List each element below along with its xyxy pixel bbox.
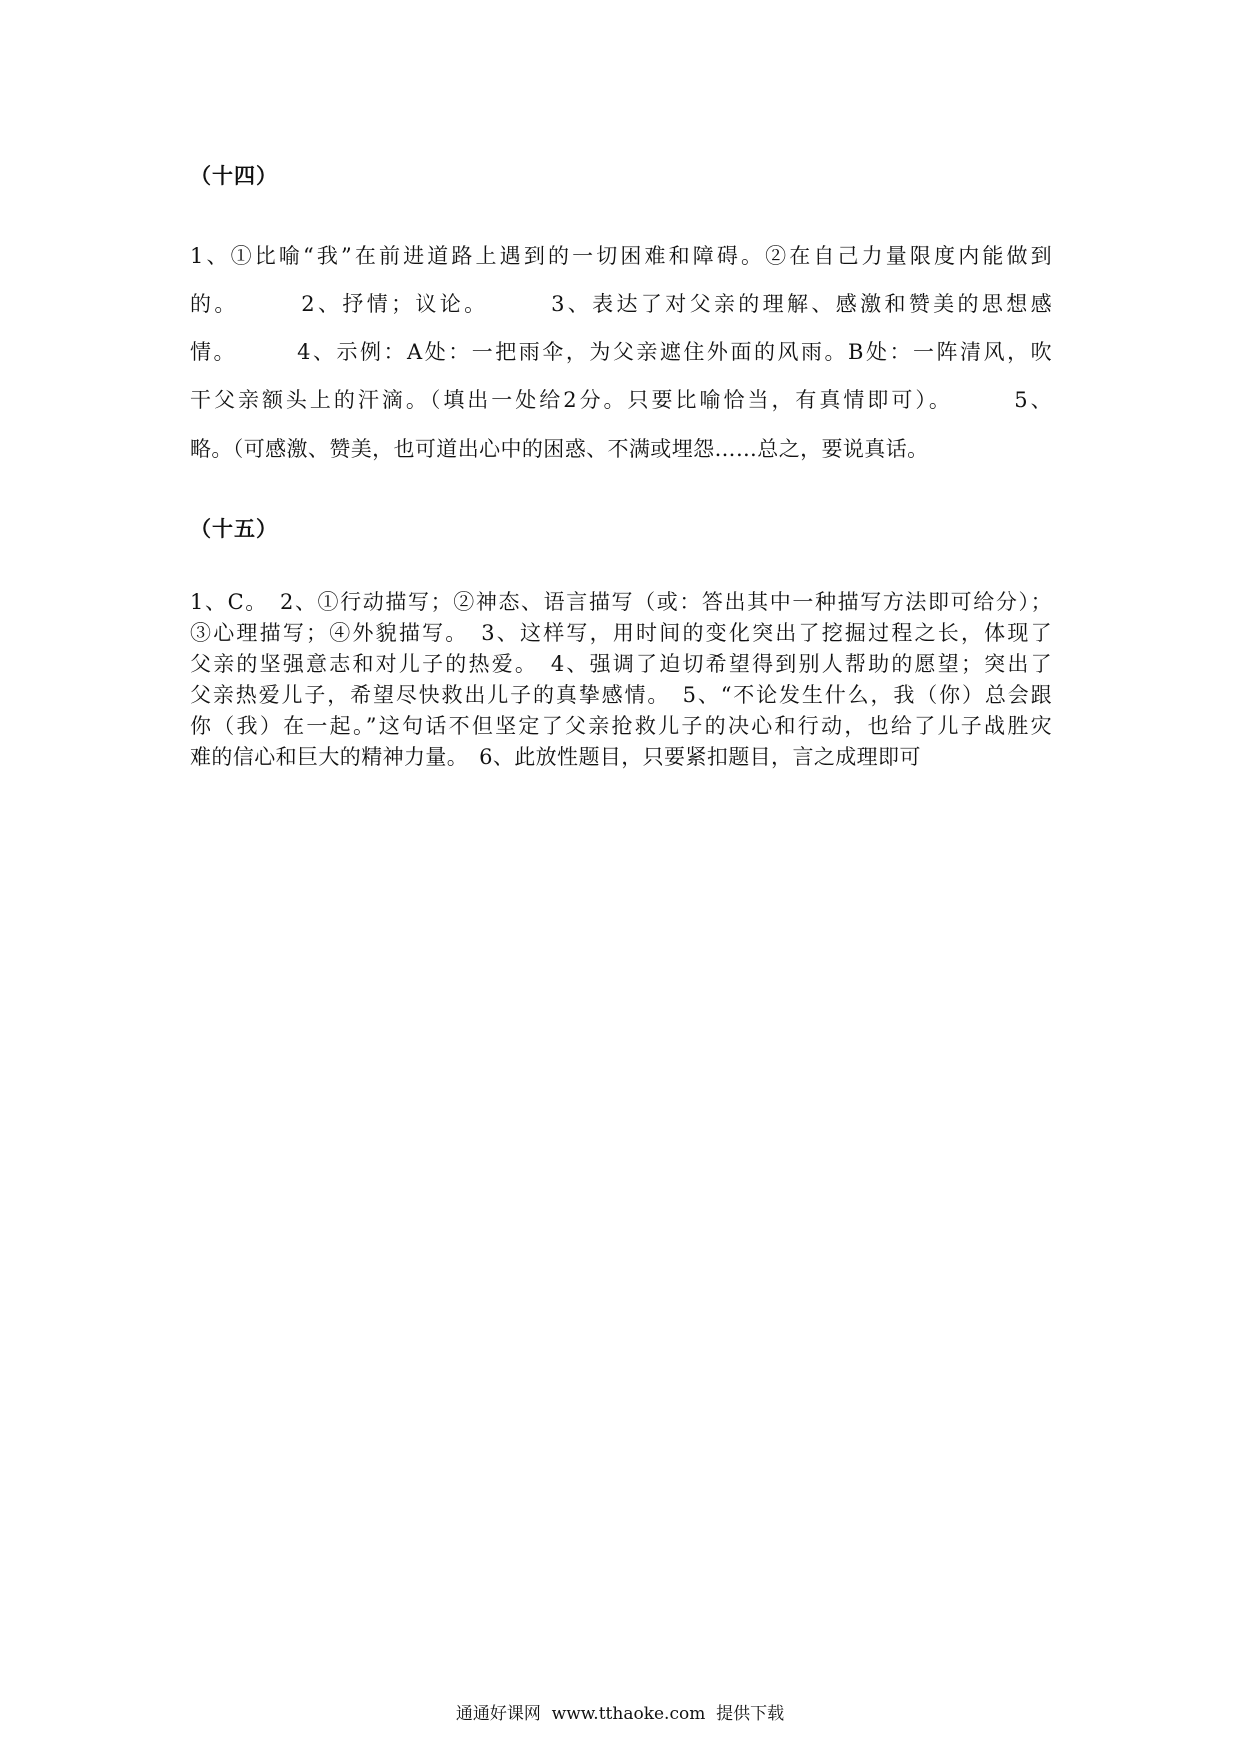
- section-15-line: 难的信心和巨大的精神力量。 6、此放性题目，只要紧扣题目，言之成理即可: [190, 745, 921, 769]
- section-15-line: 1、C。 2、①行动描写；②神态、语言描写（或：答出其中一种描写方法即可给分）；: [190, 590, 1052, 614]
- section-14-line: 的。 2、抒情；议论。 3、表达了对父亲的理解、感激和赞美的思想感: [190, 292, 1052, 316]
- section-14-line: 干父亲额头上的汗滴。（填出一处给2分。只要比喻恰当，有真情即可）。 5、: [190, 388, 1052, 412]
- section-14-line: 略。（可感激、赞美，也可道出心中的困惑、不满或埋怨……总之，要说真话。: [190, 437, 929, 461]
- section-14-heading: （十四）: [190, 163, 278, 188]
- section-15-line: 父亲热爱儿子，希望尽快救出儿子的真挚感情。 5、“不论发生什么，我（你）总会跟: [190, 683, 1052, 707]
- footer-credit: 通通好课网 www.tthaoke.com 提供下载: [455, 1704, 785, 1724]
- section-15-line: 你（我）在一起。”这句话不但坚定了父亲抢救儿子的决心和行动，也给了儿子战胜灾: [190, 714, 1052, 738]
- section-15-line: 父亲的坚强意志和对儿子的热爱。 4、强调了迫切希望得到别人帮助的愿望；突出了: [190, 652, 1052, 676]
- section-14-line: 1、①比喻“我”在前进道路上遇到的一切困难和障碍。②在自己力量限度内能做到: [190, 244, 1052, 268]
- section-15-line: ③心理描写；④外貌描写。 3、这样写，用时间的变化突出了挖掘过程之长，体现了: [190, 621, 1052, 645]
- section-15-heading: （十五）: [190, 516, 278, 541]
- section-14-line: 情。 4、示例：A处：一把雨伞，为父亲遮住外面的风雨。B处：一阵清风，吹: [190, 340, 1052, 364]
